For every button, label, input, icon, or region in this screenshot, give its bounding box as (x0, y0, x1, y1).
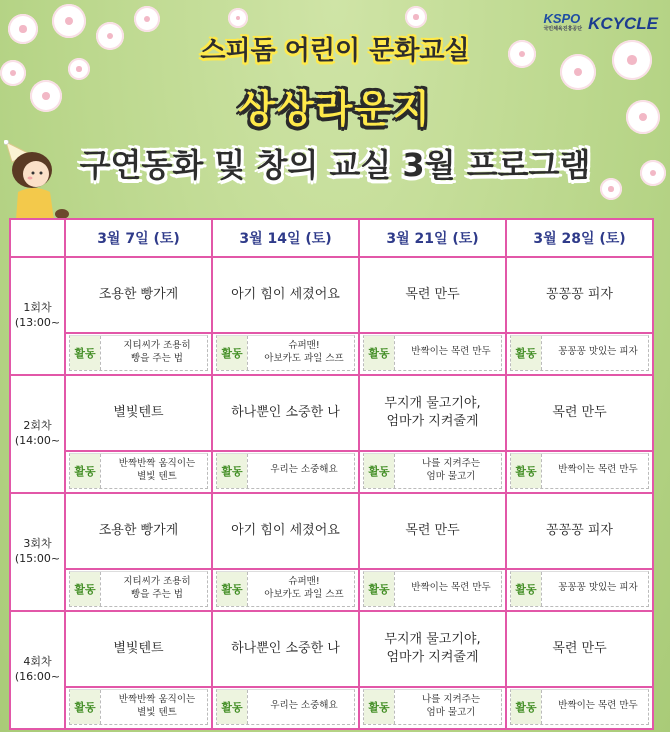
activity-divider (100, 572, 107, 606)
activity-box (216, 453, 355, 489)
flower-decoration (228, 8, 248, 28)
schedule-body (10, 257, 653, 729)
activity-divider (100, 690, 107, 724)
activity-box (216, 335, 355, 371)
activity-text: 슈퍼맨! 아보카도 과일 스프 (264, 575, 344, 600)
activity-text: 반짝반짝 움직이는 별빛 텐트 (118, 693, 196, 718)
activity-box (69, 571, 208, 607)
activity-label: 활동 (217, 454, 247, 488)
activity-box (69, 689, 208, 725)
activity-label: 활동 (364, 572, 394, 606)
story-title: 목련 만두 (506, 611, 653, 687)
story-title: 목련 만두 (359, 493, 506, 569)
activity-cell (359, 687, 506, 729)
activity-text: 나를 지켜주는 엄마 물고기 (421, 693, 481, 718)
activity-box (510, 689, 649, 725)
story-title: 별빛텐트 (65, 611, 212, 687)
session-title-row (10, 375, 653, 451)
poster-title: 상상라운지 (238, 87, 432, 131)
activity-cell (212, 451, 359, 493)
session-title-row (10, 493, 653, 569)
session-label: 2회차 (14:00~ (10, 375, 65, 493)
story-title: 꽁꽁꽁 피자 (506, 493, 653, 569)
activity-cell (65, 451, 212, 493)
activity-divider (247, 690, 254, 724)
activity-text: 꽁꽁꽁 맛있는 피자 (558, 346, 638, 358)
activity-text: 슈퍼맨! 아보카도 과일 스프 (264, 339, 344, 364)
activity-label: 활동 (511, 336, 541, 370)
activity-box (216, 689, 355, 725)
flower-decoration (134, 6, 160, 32)
kspo-logo-subtext: 국민체육진흥공단 (543, 26, 583, 32)
activity-box (363, 689, 502, 725)
activity-cell (506, 333, 653, 375)
story-title: 하나뿐인 소중한 나 (212, 611, 359, 687)
activity-divider (247, 572, 254, 606)
story-title: 목련 만두 (359, 257, 506, 333)
sponsor-logos (543, 12, 658, 32)
activity-text: 반짝이는 목련 만두 (558, 700, 638, 712)
corner-cell (10, 219, 65, 257)
activity-label: 활동 (70, 572, 100, 606)
activity-cell (65, 687, 212, 729)
activity-box (510, 571, 649, 607)
activity-label: 활동 (217, 690, 247, 724)
activity-divider (247, 336, 254, 370)
activity-cell (65, 569, 212, 611)
activity-divider (247, 454, 254, 488)
flower-decoration (405, 6, 427, 28)
activity-cell (212, 569, 359, 611)
activity-divider (394, 454, 401, 488)
activity-cell (65, 333, 212, 375)
session-label: 1회차 (13:00~ (10, 257, 65, 375)
date-header: 3월 28일 (토) (506, 219, 653, 257)
activity-cell (506, 687, 653, 729)
date-header: 3월 14일 (토) (212, 219, 359, 257)
activity-divider (100, 336, 107, 370)
activity-cell (212, 333, 359, 375)
activity-box (510, 335, 649, 371)
activity-text: 우리는 소중해요 (270, 700, 338, 712)
activity-label: 활동 (217, 572, 247, 606)
story-title: 조용한 빵가게 (65, 257, 212, 333)
story-title: 아기 힘이 세졌어요 (212, 257, 359, 333)
activity-box (69, 453, 208, 489)
session-label: 3회차 (15:00~ (10, 493, 65, 611)
kcycle-logo: KCYCLE (588, 14, 658, 33)
session-activity-row (10, 451, 653, 493)
activity-cell (359, 333, 506, 375)
activity-cell (506, 451, 653, 493)
activity-text: 꽁꽁꽁 맛있는 피자 (558, 582, 638, 594)
activity-label: 활동 (70, 690, 100, 724)
activity-box (69, 335, 208, 371)
activity-label: 활동 (70, 336, 100, 370)
activity-divider (541, 690, 548, 724)
session-title-row (10, 611, 653, 687)
activity-box (510, 453, 649, 489)
activity-text: 반짝반짝 움직이는 별빛 텐트 (118, 457, 196, 482)
activity-divider (394, 690, 401, 724)
date-header: 3월 7일 (토) (65, 219, 212, 257)
activity-label: 활동 (364, 336, 394, 370)
activity-box (216, 571, 355, 607)
story-title: 하나뿐인 소중한 나 (212, 375, 359, 451)
story-title: 꽁꽁꽁 피자 (506, 257, 653, 333)
activity-text: 지티씨가 조용히 빵을 주는 법 (123, 339, 191, 364)
schedule-table (9, 218, 654, 730)
session-label: 4회차 (16:00~ (10, 611, 65, 729)
program-title: 구연동화 및 창의 교실 3월 프로그램 (79, 146, 591, 184)
kspo-logo-text: KSPO (543, 11, 581, 26)
activity-text: 반짝이는 목련 만두 (411, 346, 491, 358)
activity-text: 반짝이는 목련 만두 (411, 582, 491, 594)
activity-label: 활동 (511, 572, 541, 606)
activity-box (363, 335, 502, 371)
story-title: 무지개 물고기야, 엄마가 지켜줄게 (359, 375, 506, 451)
activity-divider (541, 454, 548, 488)
activity-divider (394, 572, 401, 606)
session-activity-row (10, 333, 653, 375)
story-title: 조용한 빵가게 (65, 493, 212, 569)
activity-cell (359, 451, 506, 493)
activity-box (363, 453, 502, 489)
activity-label: 활동 (217, 336, 247, 370)
activity-cell (212, 687, 359, 729)
activity-label: 활동 (364, 454, 394, 488)
activity-cell (506, 569, 653, 611)
activity-label: 활동 (70, 454, 100, 488)
activity-cell (359, 569, 506, 611)
story-title: 별빛텐트 (65, 375, 212, 451)
poster-subtitle: 스피돔 어린이 문화교실 (200, 36, 470, 66)
activity-divider (394, 336, 401, 370)
activity-label: 활동 (364, 690, 394, 724)
activity-divider (100, 454, 107, 488)
story-title: 목련 만두 (506, 375, 653, 451)
activity-divider (541, 572, 548, 606)
activity-label: 활동 (511, 454, 541, 488)
kspo-logo (543, 12, 582, 32)
activity-text: 우리는 소중해요 (270, 464, 338, 476)
story-title: 아기 힘이 세졌어요 (212, 493, 359, 569)
session-title-row (10, 257, 653, 333)
activity-text: 지티씨가 조용히 빵을 주는 법 (123, 575, 191, 600)
activity-divider (541, 336, 548, 370)
activity-text: 나를 지켜주는 엄마 물고기 (421, 457, 481, 482)
session-activity-row (10, 687, 653, 729)
activity-text: 반짝이는 목련 만두 (558, 464, 638, 476)
session-activity-row (10, 569, 653, 611)
story-title: 무지개 물고기야, 엄마가 지켜줄게 (359, 611, 506, 687)
activity-label: 활동 (511, 690, 541, 724)
date-header-row (10, 219, 653, 257)
date-header: 3월 21일 (토) (359, 219, 506, 257)
activity-box (363, 571, 502, 607)
